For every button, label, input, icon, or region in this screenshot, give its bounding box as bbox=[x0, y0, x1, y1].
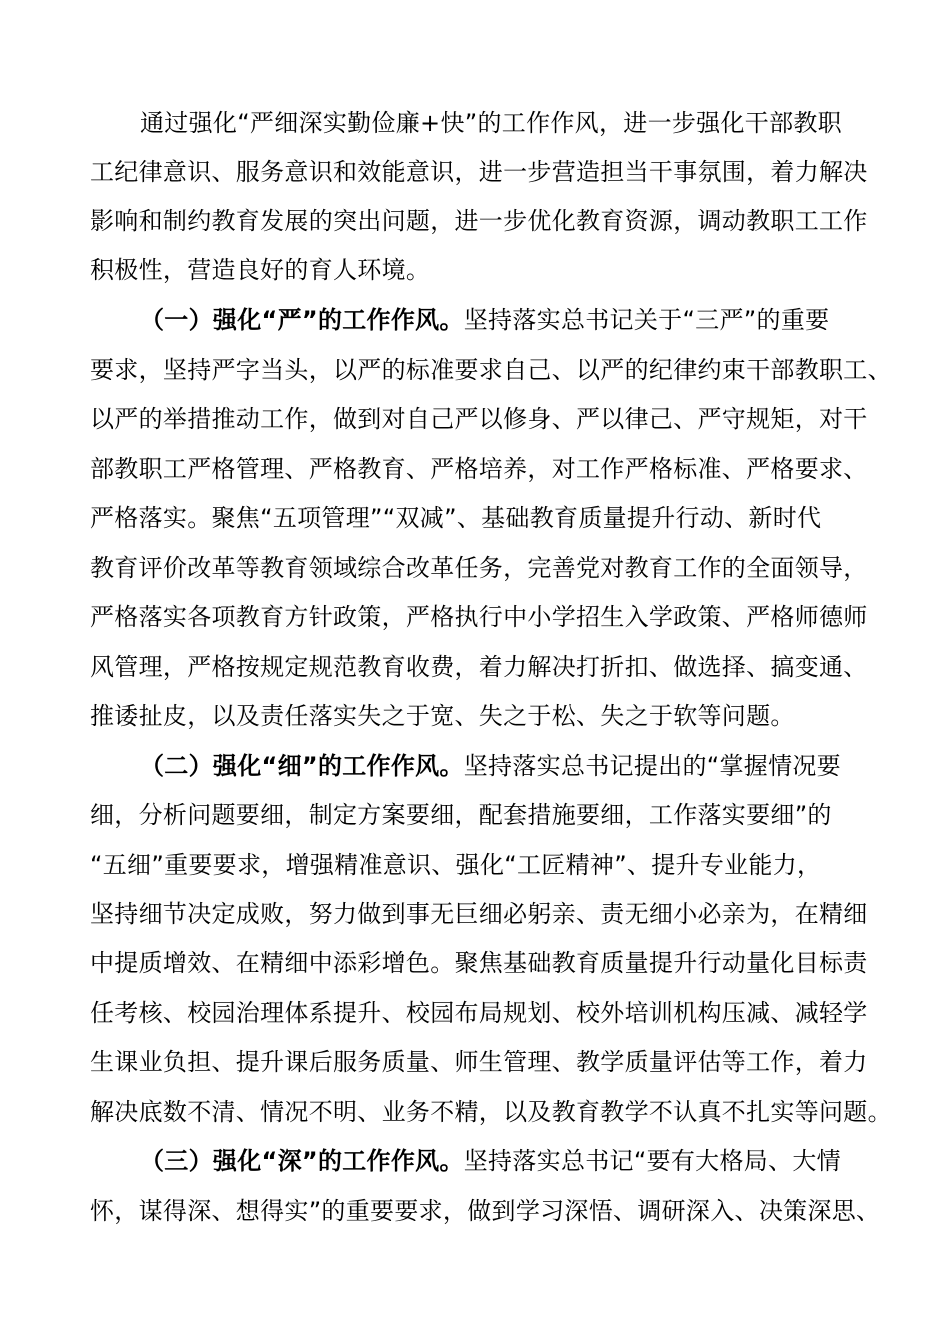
section-heading: （三）强化“深”的工作作风。 bbox=[140, 1147, 464, 1175]
paragraph-line: 严格落实各项教育方针政策，严格执行中小学招生入学政策、严格师德师 bbox=[90, 603, 868, 631]
section-text: 坚持落实总书记提出的“掌握情况要 bbox=[463, 752, 841, 780]
section-first-line bbox=[140, 305, 829, 335]
paragraph-line: 通过强化“严细深实勤俭廉+快”的工作作风，进一步强化干部教职 bbox=[140, 109, 842, 137]
paragraph-line: 坚持细节决定成败，努力做到事无巨细必躬亲、责无细小必亲为，在精细 bbox=[90, 900, 868, 928]
section-text: 坚持落实总书记“要有大格局、大情 bbox=[463, 1147, 841, 1175]
paragraph-line: 推诿扯皮，以及责任落实失之于宽、失之于松、失之于软等问题。 bbox=[90, 702, 795, 730]
paragraph-line: 风管理，严格按规定规范教育收费，着力解决打折扣、做选择、搞变通、 bbox=[90, 653, 868, 681]
section-first-line bbox=[140, 751, 841, 781]
paragraph-line: 积极性，营造良好的育人环境。 bbox=[90, 256, 431, 284]
paragraph-line: 影响和制约教育发展的突出问题，进一步优化教育资源，调动教职工工作 bbox=[90, 207, 868, 235]
paragraph-line: 严格落实。聚焦“五项管理”“双减”、基础教育质量提升行动、新时代 bbox=[90, 504, 822, 532]
section-first-line bbox=[140, 1146, 841, 1176]
paragraph-line: 部教职工严格管理、严格教育、严格培养，对工作严格标准、严格要求、 bbox=[90, 455, 868, 483]
paragraph-line: “五细”重要要求，增强精准意识、强化“工匠精神”、提升专业能力， bbox=[90, 851, 822, 879]
paragraph-line: 以严的举措推动工作，做到对自己严以修身、严以律己、严守规矩，对干 bbox=[90, 405, 868, 433]
paragraph-line: 细，分析问题要细，制定方案要细，配套措施要细，工作落实要细”的 bbox=[90, 801, 832, 829]
paragraph-line: 中提质增效、在精细中添彩增色。聚焦基础教育质量提升行动量化目标责 bbox=[90, 949, 868, 977]
section-heading: （二）强化“细”的工作作风。 bbox=[140, 752, 464, 780]
section-heading: （一）强化“严”的工作作风。 bbox=[140, 306, 464, 334]
paragraph-line: 生课业负担、提升课后服务质量、师生管理、教学质量评估等工作，着力 bbox=[90, 1048, 868, 1076]
paragraph-line: 任考核、校园治理体系提升、校园布局规划、校外培训机构压减、减轻学 bbox=[90, 999, 868, 1027]
paragraph-line: 解决底数不清、情况不明、业务不精，以及教育教学不认真不扎实等问题。 bbox=[90, 1098, 892, 1126]
paragraph-line: 要求，坚持严字当头，以严的标准要求自己、以严的纪律约束干部教职工、 bbox=[90, 356, 892, 384]
paragraph-line: 教育评价改革等教育领域综合改革任务，完善党对教育工作的全面领导， bbox=[90, 554, 868, 582]
paragraph-line: 怀，谋得深、想得实”的重要要求，做到学习深悟、调研深入、决策深思、 bbox=[90, 1197, 881, 1225]
section-text: 坚持落实总书记关于“三严”的重要 bbox=[463, 306, 830, 334]
paragraph-line: 工纪律意识、服务意识和效能意识，进一步营造担当干事氛围，着力解决 bbox=[90, 158, 868, 186]
